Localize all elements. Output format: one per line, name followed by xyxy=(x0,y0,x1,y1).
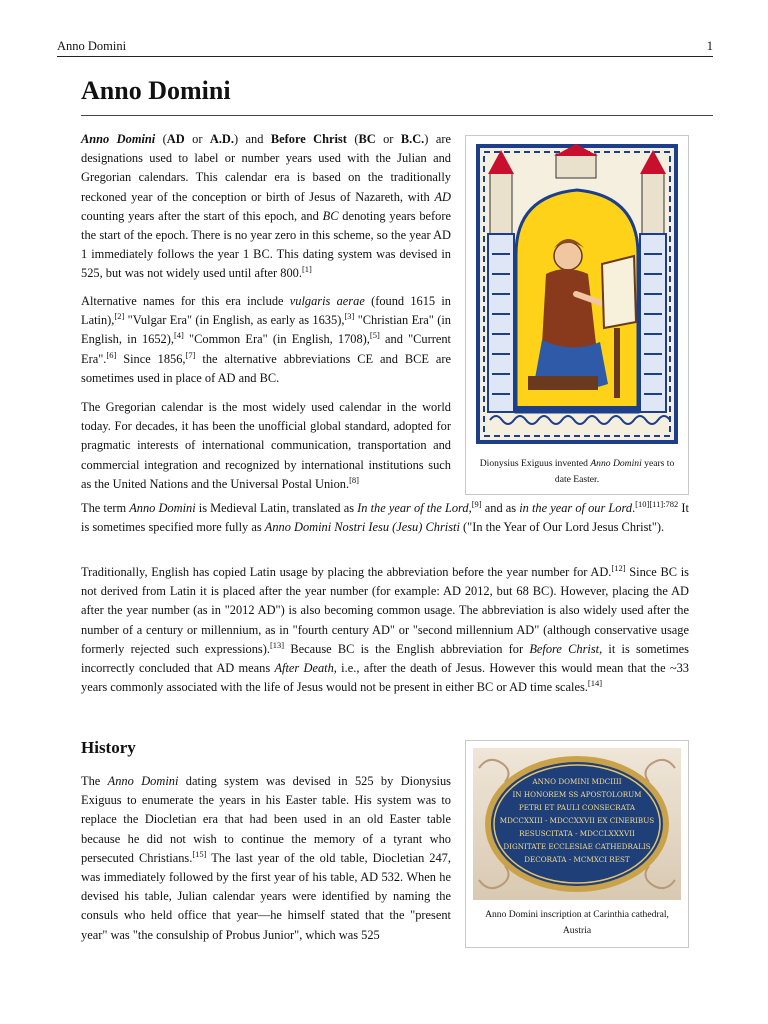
page-title: Anno Domini xyxy=(81,76,713,116)
citation-link[interactable]: [4] xyxy=(173,330,184,341)
inscription-photo[interactable] xyxy=(473,748,681,900)
citation-link[interactable]: [15] xyxy=(192,848,207,859)
inscription-line: ANNO DOMINI MDCIIII xyxy=(532,777,622,786)
citation-link[interactable]: [14] xyxy=(587,678,603,689)
dionysius-illustration[interactable] xyxy=(476,144,678,444)
inscription-line: PETRI ET PAULI CONSECRATA xyxy=(518,803,636,812)
gregorian-paragraph: The Gregorian calendar is the most widely used calendar in the world today. For decades, it has been the unofficial global standard, adopted for pragmatic interests of international communication, transportation and commercial integration and recognized by international institutions such as the United Nations and the Universal Postal Union.[8] xyxy=(81,400,451,491)
figure-inscription xyxy=(465,740,689,948)
inscription-text xyxy=(500,777,654,864)
figure-dionysius xyxy=(465,135,689,495)
citation-link[interactable]: [9] xyxy=(471,499,482,509)
running-header xyxy=(57,38,713,57)
citation-link[interactable]: [6] xyxy=(106,349,117,360)
inscription-line: DECORATA - MCMXCI REST xyxy=(524,855,630,864)
citation-link[interactable]: [12] xyxy=(611,563,626,573)
page-number: 1 xyxy=(706,39,713,53)
term-paragraph: The term Anno Domini is Medieval Latin, translated as In the year of the Lord,[9] and as in the year of our Lord.$^{[10][11]:782}$ It is sometimes specified more fully as Anno Domini Nostri Iesu (Jesu) Christi ("In the Year of Our Lord Jesus Christ"). xyxy=(81,499,689,535)
figure-caption: Dionysius Exiguus invented Anno Domini years to date Easter. xyxy=(479,458,675,485)
citation-link[interactable]: [1] xyxy=(301,264,312,275)
history-paragraph: The Anno Domini dating system was devised in 525 by Dionysius Exiguus to enumerate the years in his Easter table. His system was to replace the Diocletian era that had been used in an old Easter table because he did not wish to continue the memory of a tyrant who persecuted Christians.[15] The last year of the old table, Diocletian 247, was immediately followed by the first year of his table, AD 532. When he devised his table, Julian calendar years were identified by naming the consuls who held office that year—he himself stated that the "present year" was "the consulship of Probus Junior", which was 525 xyxy=(81,774,451,942)
citation-link[interactable]: [7] xyxy=(185,349,196,360)
inscription-line: IN HONOREM SS APOSTOLORUM xyxy=(512,790,642,799)
citation-link[interactable]: [2] xyxy=(114,311,125,322)
citation-link[interactable]: [5] xyxy=(369,330,380,341)
section-heading-history: History xyxy=(81,738,136,757)
figure-caption: Anno Domini inscription at Carinthia cathedral, Austria xyxy=(485,909,669,936)
citation-link[interactable]: [8] xyxy=(349,474,359,485)
inscription-line: MDCCXXIII - MDCCXXVII EX CINERIBUS xyxy=(499,816,655,825)
intro-paragraph: Anno Domini (AD or A.D.) and Before Christ (BC or B.C.) are designations used to label or number years used with the Julian and Gregorian calendars. This calendar era is based on the traditionally reckoned year of the conception or birth of Jesus of Nazareth, with AD counting years after the start of this epoch, and BC denoting years before the start of the epoch. There is no year zero in this scheme, so the year AD 1 immediately follows the year 1 BC. This dating system was devised in 525, but was not widely used until after 800.[1] xyxy=(81,132,451,281)
citation-link[interactable]: [3] xyxy=(344,311,355,322)
inscription-line: RESUSCITATA - MDCCLXXXVII xyxy=(519,829,635,838)
alternative-names-paragraph: Alternative names for this era include vulgaris aerae (found 1615 in Latin),[2] "Vulgar Era" (in English, as early as 1635),[3] "Christian Era" (in English, in 1652),[4] "Common Era" (in English, 1708),[5] and "Current Era".[6] Since 1856,[7] the alternative abbreviations CE and BCE are sometimes used in place of AD and BC. xyxy=(81,294,452,385)
citation-link[interactable]: [13] xyxy=(269,639,285,650)
citation-link[interactable]: [10][11]:782 xyxy=(635,499,679,509)
usage-paragraph: Traditionally, English has copied Latin usage by placing the abbreviation before the year number for AD.[12] Since BC is not derived from Latin it is placed after the year number (for example: AD 2012, but 68 BC). However, placing the AD after the year number (as in "2012 AD") is also becoming common usage. The abbreviation is also widely used after the number of a century or millennium, as in "fourth century AD" or "second millennium AD" (although conservative usage formerly rejected such expressions).[13] Because BC is the English abbreviation for Before Christ, it is sometimes incorrectly concluded that AD means After Death, i.e., after the death of Jesus. However this would mean that the ~33 years commonly associated with the life of Jesus would not be present in either BC or AD time scales.[14] xyxy=(81,563,690,695)
inscription-line: DIGNITATE ECCLESIAE CATHEDRALIS xyxy=(503,842,651,851)
running-title: Anno Domini xyxy=(57,39,127,53)
